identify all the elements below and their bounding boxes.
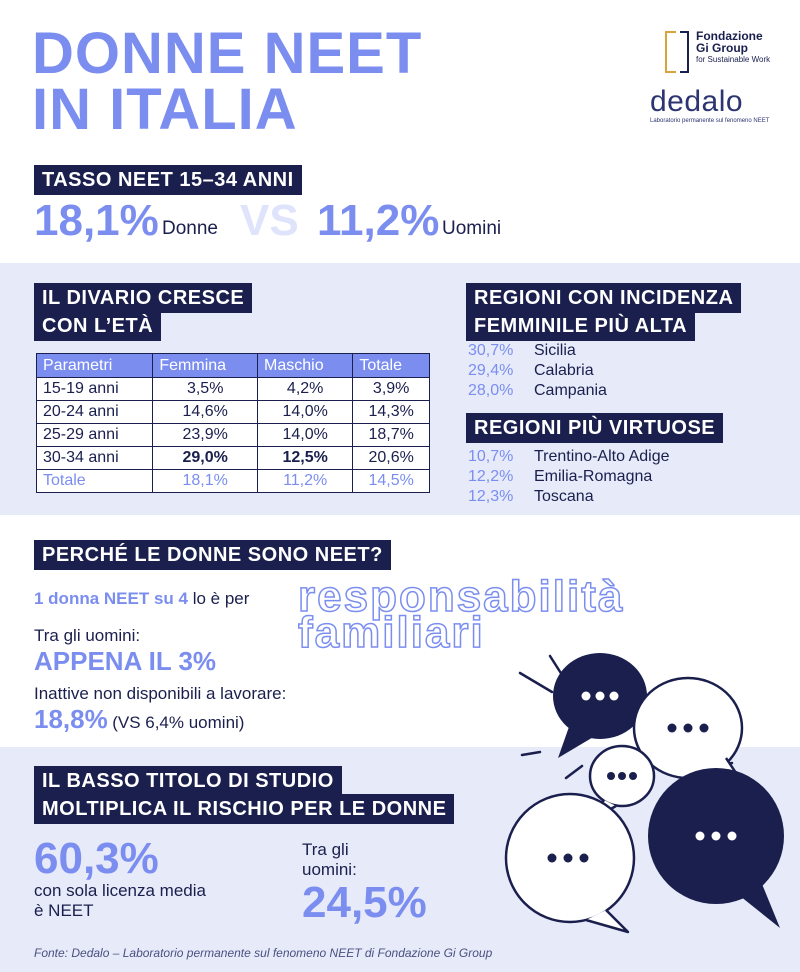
table-row [37,401,430,424]
regioni-virtuose-list [468,447,669,507]
region-pct: 12,2% [468,468,514,485]
women-study-line1: con sola licenza media [34,881,206,900]
speech-bubble-navy-top [553,653,647,758]
gigroup-bracket-icon [662,30,692,74]
men-study-value: 24,5% [302,878,427,927]
dedalo-logo [650,86,790,124]
col-header-femmina: Femmina [153,354,258,378]
table-cell: 20-24 anni [37,401,153,424]
region-pct: 12,3% [468,488,514,505]
table-cell: Totale [37,470,153,493]
table-cell: 23,9% [153,424,258,447]
list-item [468,361,607,381]
speech-bubbles-illustration [500,640,800,940]
men-family-value: APPENA IL 3% [34,646,217,676]
speech-bubble-white-left [506,794,634,932]
list-item [468,381,607,401]
table-row [37,378,430,401]
table-cell: 14,0% [258,424,353,447]
gigroup-tagline: for Sustainable Work [696,55,771,64]
inactive-value: 18,8% [34,704,108,734]
outline-text-line2: familiari [298,608,485,657]
men-label: Uomini [442,218,502,239]
region-pct: 29,4% [468,362,514,379]
dedalo-tagline: Laboratorio permanente sul fenomeno NEET [650,118,770,124]
outline-text-line1: responsabilità [298,572,625,621]
regioni-alta-heading-line1: REGIONI CON INCIDENZA [466,283,741,313]
table-total-row [37,470,430,493]
inactive-note: (VS 6,4% uomini) [112,713,245,732]
regioni-alta-list [468,341,607,401]
page-title-line2: IN ITALIA [32,77,298,142]
list-item [468,447,669,467]
region-name: Sicilia [534,342,576,359]
men-family-label: Tra gli uomini: [34,626,141,645]
men-rate: 11,2% [317,196,440,245]
table-cell: 14,6% [153,401,258,424]
regioni-alta-heading-line2: FEMMINILE PIÙ ALTA [466,311,695,341]
list-item [468,487,669,507]
speech-bubble-navy-large [648,768,784,928]
list-item [468,467,669,487]
region-pct: 10,7% [468,448,514,465]
region-name: Toscana [534,488,594,505]
table-cell: 25-29 anni [37,424,153,447]
table-cell: 3,9% [353,378,430,401]
titolo-heading-line2: MOLTIPLICA IL RISCHIO PER LE DONNE [34,794,454,824]
men-study-line1: Tra gli [302,840,349,859]
table-cell: 11,2% [258,470,353,493]
men-study-line2: uomini: [302,860,357,879]
page-title-line1: DONNE NEET [32,21,423,86]
col-header-maschio: Maschio [258,354,353,378]
divario-table [36,353,430,493]
table-row [37,447,430,470]
region-name: Campania [534,382,607,399]
perche-heading: PERCHÉ LE DONNE SONO NEET? [34,540,391,570]
table-cell: 14,0% [258,401,353,424]
women-label: Donne [162,218,218,239]
women-study-line2: è NEET [34,901,94,920]
inactive-label: Inattive non disponibili a lavorare: [34,684,287,703]
table-header-row [37,354,430,378]
region-name: Calabria [534,362,594,379]
divario-heading-line2: CON L’ETÀ [34,311,161,341]
gigroup-name: Fondazione [696,29,763,43]
table-cell-highlight: 12,5% [258,447,353,470]
women-rate: 18,1% [34,196,159,245]
perche-stat-bold: 1 donna NEET su 4 [34,589,188,608]
footer-source: Fonte: Dedalo – Laboratorio permanente sul fenomeno NEET di Fondazione Gi Group [34,946,493,960]
region-pct: 28,0% [468,382,514,399]
perche-stat-rest: lo è per [192,589,250,608]
divario-heading-line1: IL DIVARIO CRESCE [34,283,252,313]
perche-stat [34,589,249,609]
region-pct: 30,7% [468,342,514,359]
table-cell: 14,5% [353,470,430,493]
titolo-heading-line1: IL BASSO TITOLO DI STUDIO [34,766,342,796]
tasso-comparison [34,196,554,246]
tasso-heading: TASSO NEET 15–34 ANNI [34,165,302,195]
dedalo-name: dedalo [650,85,744,118]
col-header-totale: Totale [353,354,430,378]
table-cell: 15-19 anni [37,378,153,401]
women-study-value: 60,3% [34,834,159,883]
vs-label: VS [240,196,299,245]
table-cell: 18,7% [353,424,430,447]
region-name: Emilia-Romagna [534,468,653,485]
table-cell: 3,5% [153,378,258,401]
fondazione-gigroup-logo [662,28,782,78]
region-name: Trentino-Alto Adige [534,448,670,465]
gigroup-name-2: Gi Group [696,41,748,55]
table-cell: 18,1% [153,470,258,493]
table-cell: 20,6% [353,447,430,470]
inactive-stat [34,704,244,735]
table-cell: 14,3% [353,401,430,424]
col-header-parametri: Parametri [37,354,153,378]
regioni-virtuose-heading: REGIONI PIÙ VIRTUOSE [466,413,723,443]
table-row [37,424,430,447]
list-item [468,341,607,361]
table-cell-highlight: 29,0% [153,447,258,470]
table-cell: 4,2% [258,378,353,401]
table-cell: 30-34 anni [37,447,153,470]
